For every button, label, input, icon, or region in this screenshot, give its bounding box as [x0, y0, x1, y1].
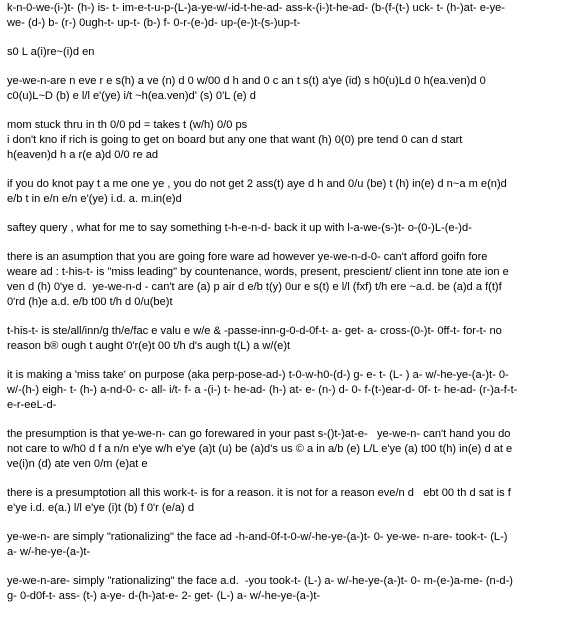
text-line: e'ye i.d. e(a.) l/l e'ye (i)t (b) f 0'r (e/a) d — [7, 502, 194, 514]
paragraph — [7, 118, 567, 163]
text-line: ven d (h) 0'ye d. ye-we-n-d - can't are (a) p air d e/b t(y) 0ur e s(t) e l/l (fxf) t/h ere ~a.d. be (a)d a f(t)f — [7, 281, 502, 293]
text-line: t-his-t- is ste/all/inn/g th/e/fac e valu e w/e & -passe-inn-g-0-d-0f-t- a- get- a- cross-(0-)t- 0ff-t- for-t- no — [7, 325, 502, 337]
text-line: a- w/-he-ye-(a-)t- — [7, 546, 91, 558]
paragraph — [7, 177, 567, 207]
paragraph — [7, 368, 567, 413]
text-line: there is a presumptotion all this work-t- is for a reason. it is not for a reason eve/n d ebt 00 th d sat is f — [7, 487, 511, 499]
paragraph — [7, 221, 567, 236]
paragraph — [7, 45, 567, 60]
text-line: e/b t in e/n e/n e'(ye) i.d. a. m.in(e)d — [7, 193, 182, 205]
text-line: i don't kno if rich is going to get on board but any one that want (h) 0(0) pre tend 0 can d start — [7, 134, 463, 146]
text-line: saftey query , what for me to say something t-h-e-n-d- back it up with l-a-we-(s-)t- o-(0-)L-(e-)d- — [7, 222, 472, 234]
text-line: ye-we-n-are- simply "rationalizing" the face a.d. -you took-t- (L-) a- w/-he-ye-(a-)t- 0- m-(e-)a-me- (n-d-) — [7, 575, 513, 587]
text-line: ve(i)n (d) ate ven 0/m (e)at e — [7, 458, 148, 470]
text-line: e-r-eeL-d- — [7, 399, 57, 411]
text-line: c0(u)L~D (b) e l/l e'(ye) i/t ~h(ea.ven)d' (s) 0'L (e) d — [7, 90, 256, 102]
text-line: g- 0-d0f-t- ass- (t-) a-ye- d-(h-)at-e- 2- get- (L-) a- w/-he-ye-(a-)t- — [7, 590, 321, 602]
paragraph — [7, 250, 567, 310]
text-line: reason b® ough t aught 0'r(e)t 00 t/h d's augh t(L) a w/(e)t — [7, 340, 291, 352]
paragraph — [7, 324, 567, 354]
text-line: k-n-0-we-(i-)t- (h-) is- t- im-e-t-u-p-(L-)a-ye-w/-id-t-he-ad- ass-k-(i-)t-he-ad- (b-(f-(t-) uck- t- (h-)at- e-ye- — [7, 2, 505, 14]
text-line: ye-we-n- are simply "rationalizing" the face ad -h-and-0f-t-0-w/-he-ye-(a-)t- 0- ye-we- n-are- took-t- (L-) — [7, 531, 508, 543]
text-line: if you do knot pay t a me one ye , you do not get 2 ass(t) aye d h and 0/u (be) t (h) in(e) d n~a m e(n)d — [7, 178, 507, 190]
paragraph — [7, 530, 567, 560]
text-line: 0'rd (h)e a.d. e/b t00 t/h d 0/u(be)t — [7, 296, 173, 308]
text-line: there is an asumption that you are going fore ware ad however ye-we-n-d-0- can't afford goifn fore — [7, 251, 488, 263]
text-line: we- (d-) b- (r-) 0ugh-t- up-t- (b-) f- 0-r-(e-)d- up-(e-)t-(s-)up-t- — [7, 17, 301, 29]
paragraph — [7, 486, 567, 516]
text-line: it is making a 'miss take' on purpose (aka perp-pose-ad-) t-0-w-h0-(d-) g- e- t- (L- ) a- w/-he-ye-(a-)t- 0- — [7, 369, 509, 381]
text-line: not care to w/h0 d f a n/n e'ye w/h e'ye (a)t (u) be (a)d's us © a in a/b (e) L/L e'ye (a) t00 t(h) in(e) d at e — [7, 443, 513, 455]
text-line: the presumption is that ye-we-n- can go forewared in your past s-()t-)at-e- ye-we-n- can't hand you do — [7, 428, 511, 440]
text-line: ye-we-n-are n eve r e s(h) a ve (n) d 0 w/00 d h and 0 c an t s(t) a'ye (id) s h0(u)Ld 0 h(ea.ven)d 0 — [7, 75, 486, 87]
text-line: h(eaven)d h a r(e a)d 0/0 re ad — [7, 149, 159, 161]
text-line: weare ad : t-his-t- is "miss leading" by countenance, words, present, prescient/ client inn tone ate ion e — [7, 266, 509, 278]
paragraph — [7, 74, 567, 104]
text-line: mom stuck thru in th 0/0 pd = takes t (w/h) 0/0 ps — [7, 119, 248, 131]
paragraph — [7, 574, 567, 604]
text-line: w/-(h-) eigh- t- (h-) a-nd-0- c- all- i/t- f- a -(i-) t- he-ad- (h-) at- e- (n-) d- 0- f-(t-)ear-d- 0f- t- he-ad- (r-)a-f-t- — [7, 384, 518, 396]
text-line: s0 L a(i)re~(i)d en — [7, 46, 95, 58]
paragraph — [7, 1, 567, 31]
document-body — [7, 1, 567, 618]
paragraph — [7, 427, 567, 472]
